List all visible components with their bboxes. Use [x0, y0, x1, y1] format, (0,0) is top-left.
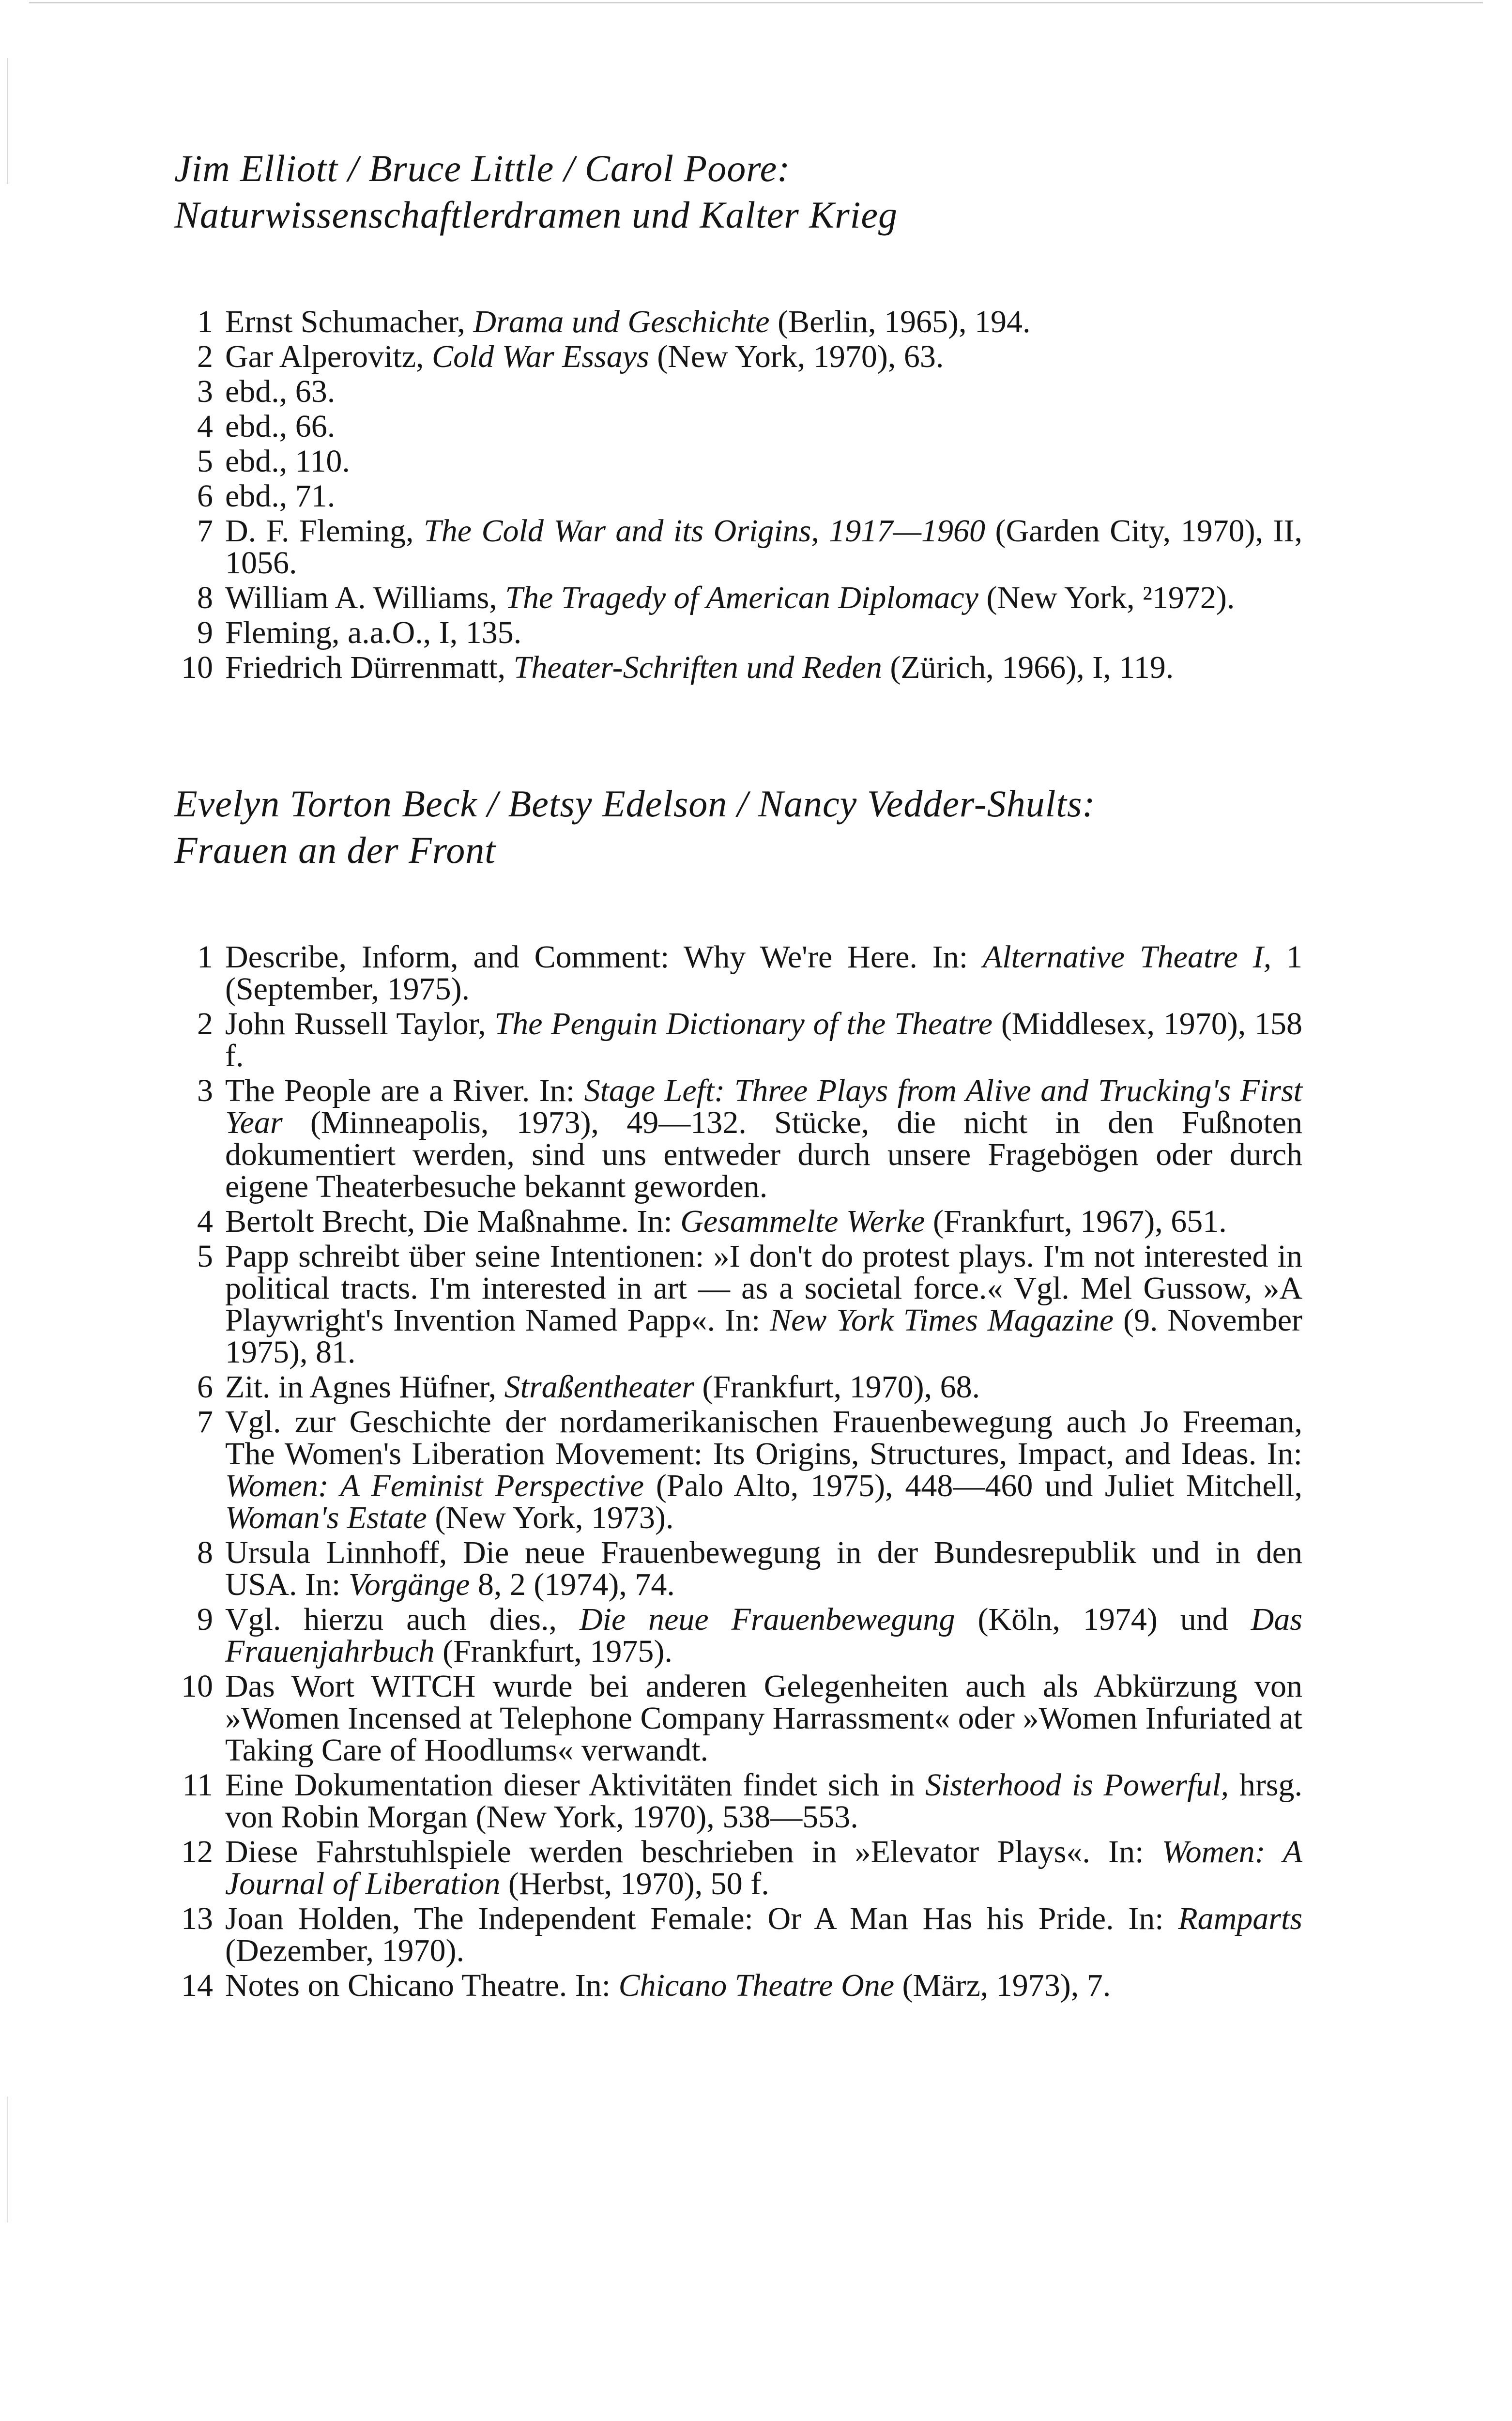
footnote-text: Vgl. zur Geschichte der nordamerikanischen Frauenbewegung auch Jo Freeman, The Women's Liberation Movement: Its Origins, Structures, Impact, and Ideas. In: [225, 1404, 1302, 1471]
footnote-text: (New York, 1973). [427, 1500, 674, 1535]
section-1-authors: Jim Elliott / Bruce Little / Carol Poore: [174, 147, 791, 189]
footnote [174, 1769, 1302, 1833]
section-2-title: Frauen an der Front [174, 829, 496, 871]
footnote-text: (Middlesex, 1970), 158 f. [225, 1006, 1302, 1073]
footnote-text: ebd., 66. [225, 409, 336, 444]
footnote-text: ebd., 63. [225, 374, 336, 409]
footnote-text: (Herbst, 1970), 50 f. [500, 1866, 769, 1901]
footnote [174, 652, 1302, 684]
footnote [174, 480, 1302, 512]
page-top-border [29, 2, 1483, 3]
footnote-text: Eine Dokumentation dieser Aktivitäten findet sich in [225, 1767, 926, 1803]
footnote-text: (New York, ²1972). [978, 580, 1235, 615]
footnote [174, 411, 1302, 443]
footnote [174, 1836, 1302, 1900]
footnote-number: 13 [181, 1901, 213, 1936]
footnote-text: D. F. Fleming, [225, 513, 424, 549]
footnote-number: 7 [197, 513, 213, 549]
footnote-title-text: Vorgänge [348, 1567, 470, 1602]
footnote-title-text: Women: A Feminist Perspective [225, 1468, 644, 1503]
footnote-text: (Frankfurt, 1967), 651. [925, 1204, 1227, 1239]
footnote-text: John Russell Taylor, [225, 1006, 495, 1042]
footnote-text: (Frankfurt, 1975). [434, 1634, 672, 1669]
footnote-number: 1 [197, 939, 213, 975]
footnote-title-text: Sisterhood is Powerful, [925, 1767, 1229, 1803]
footnote-number: 10 [181, 1669, 213, 1704]
footnote-number: 5 [197, 444, 213, 479]
footnote-text: 1 (September, 1975). [225, 939, 1303, 1007]
footnote-text: (März, 1973), 7. [894, 1968, 1111, 2003]
footnote-number: 14 [181, 1968, 213, 2003]
footnote-text: (Köln, 1974) und [955, 1602, 1251, 1637]
footnote-title-text: Drama und Geschichte [473, 304, 770, 339]
footnote [174, 1206, 1302, 1238]
footnote-text: Friedrich Dürrenmatt, [225, 650, 514, 685]
footnote [174, 1371, 1302, 1403]
footnote-title-text: Die neue Frauenbewegung [579, 1602, 955, 1637]
footnote-text: hrsg. von Robin Morgan (New York, 1970), 538—553. [225, 1767, 1303, 1835]
section-2-heading [174, 781, 1302, 873]
footnote-text: ebd., 110. [225, 444, 350, 479]
footnote-title-text: Cold War Essays [432, 339, 649, 374]
footnote [174, 1406, 1302, 1534]
footnote-text: Das Wort WITCH wurde bei anderen Gelegenheiten auch als Abkürzung von »Women Incensed at Telephone Company Harrassment« oder »Women Infuriated at Taking Care of Hoodlums« verwandt. [225, 1669, 1302, 1768]
footnote-number: 11 [182, 1767, 213, 1803]
footnote [174, 341, 1302, 373]
footnote-text: Describe, Inform, and Comment: Why We're Here. In: [225, 939, 983, 975]
footnote-title-text: Chicano Theatre One [618, 1968, 895, 2003]
footnote-text: (Zürich, 1966), I, 119. [882, 650, 1174, 685]
footnote-number: 8 [197, 1535, 213, 1570]
footnote-number: 2 [197, 1006, 213, 1042]
page-left-border-mark [7, 2097, 8, 2222]
footnote-number: 1 [197, 304, 213, 339]
footnote-text: (Berlin, 1965), 194. [769, 304, 1031, 339]
footnote-text: (New York, 1970), 63. [649, 339, 944, 374]
footnote-number: 10 [181, 650, 213, 685]
footnote [174, 1670, 1302, 1766]
footnote-title-text: The Tragedy of American Diplomacy [505, 580, 978, 615]
footnote-title-text: Woman's Estate [225, 1500, 427, 1535]
section-1-title: Naturwissenschaftlerdramen und Kalter Krieg [174, 194, 898, 236]
page-content [174, 145, 1302, 2005]
footnote-text: Diese Fahrstuhlspiele werden beschrieben in »Elevator Plays«. In: [225, 1834, 1162, 1869]
footnote-number: 6 [197, 478, 213, 514]
footnote-number: 9 [197, 615, 213, 650]
page-left-border-mark [7, 58, 8, 184]
footnote-text: Fleming, a.a.O., I, 135. [225, 615, 522, 650]
footnote-number: 3 [197, 374, 213, 409]
footnote-number: 9 [197, 1602, 213, 1637]
footnote-text: Joan Holden, The Independent Female: Or A Man Has his Pride. In: [225, 1901, 1178, 1936]
footnote-text: (Minneapolis, 1973), 49—132. Stücke, die nicht in den Fußnoten dokumentiert werden, sind uns entweder durch unsere Fragebögen oder durch eigene Theaterbesuche bekannt geworden. [225, 1105, 1302, 1204]
footnote [174, 1604, 1302, 1668]
footnote-text: (9. November 1975), 81. [225, 1302, 1302, 1370]
footnote-text: Notes on Chicano Theatre. In: [225, 1968, 619, 2003]
footnote-title-text: Ramparts [1178, 1901, 1302, 1936]
footnote-text: (Garden City, 1970), II, 1056. [225, 513, 1302, 581]
footnote-text: Ernst Schumacher, [225, 304, 473, 339]
footnote-number: 12 [181, 1834, 213, 1869]
footnote-title-text: The Penguin Dictionary of the Theatre [494, 1006, 993, 1042]
footnote-title-text: New York Times Magazine [770, 1302, 1114, 1338]
footnote-title-text: Stage Left: Three Plays from Alive and Trucking's First Year [225, 1073, 1302, 1140]
footnote-text: (Frankfurt, 1970), 68. [694, 1369, 980, 1405]
footnote-number: 8 [197, 580, 213, 615]
footnote [174, 1970, 1302, 2002]
section-2-notes [174, 941, 1302, 2002]
footnote-text: Ursula Linnhoff, Die neue Frauenbewegung in der Bundesrepublik und in den USA. In: [225, 1535, 1302, 1602]
section-1-notes [174, 306, 1302, 684]
footnote [174, 515, 1302, 579]
footnote [174, 1537, 1302, 1601]
footnote-number: 4 [197, 1204, 213, 1239]
footnote-title-text: The Cold War and its Origins, 1917—1960 [424, 513, 986, 549]
footnote [174, 1075, 1302, 1203]
footnote-title-text: Das Frauenjahrbuch [225, 1602, 1302, 1669]
footnote-text: The People are a River. In: [225, 1073, 584, 1108]
footnote [174, 1241, 1302, 1368]
footnote-text: Papp schreibt über seine Intentionen: »I don't do protest plays. I'm not interested in political tracts. I'm interested in art — as a societal force.« Vgl. Mel Gussow, »A Playwright's Invention Named Papp«. In: [225, 1239, 1302, 1338]
section-1-heading [174, 145, 1302, 238]
footnote-number: 2 [197, 339, 213, 374]
footnote-text: William A. Williams, [225, 580, 505, 615]
footnote-text: Zit. in Agnes Hüfner, [225, 1369, 504, 1405]
footnote [174, 582, 1302, 614]
footnote [174, 617, 1302, 649]
footnote-text: Vgl. hierzu auch dies., [225, 1602, 580, 1637]
footnote-title-text: Alternative Theatre I, [982, 939, 1272, 975]
section-2-authors: Evelyn Torton Beck / Betsy Edelson / Nancy Vedder-Shults: [174, 782, 1096, 825]
footnote-text: (Palo Alto, 1975), 448—460 und Juliet Mitchell, [644, 1468, 1302, 1503]
footnote-title-text: Straßentheater [504, 1369, 694, 1405]
footnote-number: 3 [197, 1073, 213, 1108]
footnote-number: 6 [197, 1369, 213, 1405]
footnote [174, 941, 1302, 1005]
footnote-number: 5 [197, 1239, 213, 1274]
footnote-title-text: Theater-Schriften und Reden [513, 650, 882, 685]
footnote [174, 306, 1302, 338]
footnote [174, 1008, 1302, 1072]
footnote-text: ebd., 71. [225, 478, 336, 514]
footnote-title-text: Gesammelte Werke [680, 1204, 925, 1239]
footnote-text: Gar Alperovitz, [225, 339, 432, 374]
footnote-text: 8, 2 (1974), 74. [470, 1567, 675, 1602]
footnote-title-text: Women: A Journal of Liberation [225, 1834, 1302, 1901]
footnote [174, 376, 1302, 408]
footnote [174, 1903, 1302, 1967]
footnote-number: 7 [197, 1404, 213, 1440]
footnote [174, 445, 1302, 477]
footnote-text: Bertolt Brecht, Die Maßnahme. In: [225, 1204, 681, 1239]
footnote-text: (Dezember, 1970). [225, 1933, 464, 1968]
footnote-number: 4 [197, 409, 213, 444]
